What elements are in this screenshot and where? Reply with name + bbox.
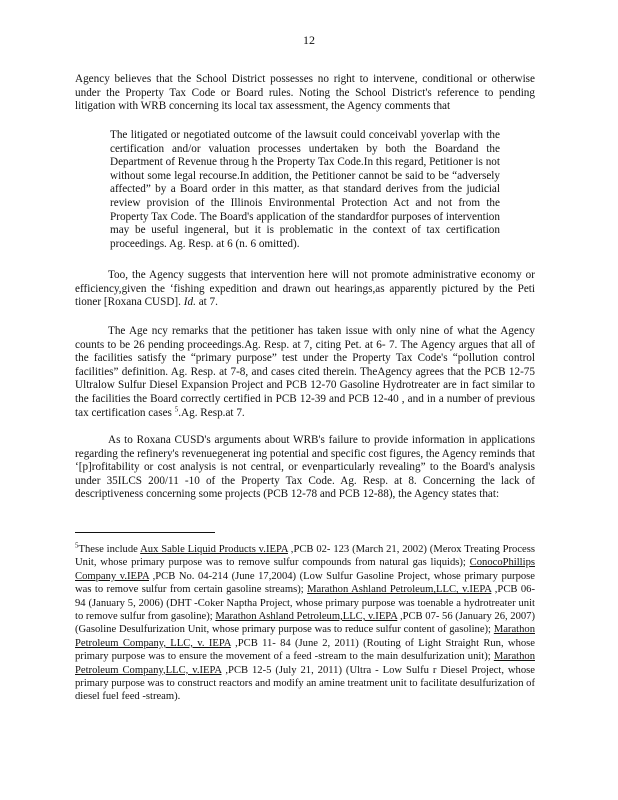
footnote-text-7: ,PCB 12-5 (July 21, 2011) (Ultra - Low Sulfu r Diesel Project, whose primary purpose was to construct reactors and modify an amine treatment unit to facilitate desulfurization of diesel fuel feed -stream). <box>75 664 535 703</box>
footnote-reference: 5 <box>174 404 179 413</box>
footnote <box>75 543 535 704</box>
footnote-text-4: ,PCB 06- 94 (January 5, 2006) (DHT -Coker Naptha Project, whose primary purpose was toenable a hydrotreater unit to remove sulfur from gasoline); <box>75 584 535 623</box>
para2-tail: at 7. <box>195 296 218 309</box>
para3-tail: .Ag. Resp.at 7. <box>178 406 245 419</box>
para3-text: The Age ncy remarks that the petitioner has taken issue with only nine of what the Agency counts to be 26 pending proceedings.Ag. Resp. at 7, citing Pet. at 6- 7. The Agency argues that all of the facilities satisfy the “primary purpose” test under the Property Tax Code's “pollution control facilities” definition. Ag. Resp. at 7-8, and cases cited therein. TheAgency agrees that the PCB 12-75 Ultralow Sulfur Diesel Expansion Project and PCB 12-70 Gasoline Hydrotreater are in fact similar to the facilities the Board correctly certified in PCB 12-39 and PCB 12-40 , and in a number of previous tax certification cases <box>75 325 535 419</box>
footnote-text-6: ,PCB 11- 84 (June 2, 2011) (Routing of Light Straight Run, whose primary purpose was to ensure the movement of a feed -stream to the main desulfurization unit); <box>75 637 535 663</box>
footnote-text-3: ,PCB No. 04-214 (June 17,2004) (Low Sulfur Gasoline Project, whose primary purpose was to remove sulfur from certain gasoline streams); <box>75 570 535 596</box>
para2-text: Too, the Agency suggests that intervention here will not promote administrative economy or efficiency,given the ‘fishing expedition and drawn out hearings,as apparently pictured by the Peti tioner [Roxana CUSD]. <box>75 269 535 309</box>
page-number: 12 <box>303 33 315 47</box>
footnote-mark: 5 <box>75 541 79 550</box>
case-citation-5: Marathon Petroleum Company, LLC, v. IEPA <box>75 624 535 649</box>
case-citation-4: Marathon Ashland Petroleum,LLC, v.IEPA <box>215 611 398 623</box>
footnote-text-5: ,PCB 07- 56 (January 26, 2007) (Gasoline Desulfurization Unit, whose primary purpose was to reduce sulfur content of gasoline); <box>75 611 536 636</box>
paragraph-too-the-agency <box>75 269 535 310</box>
case-citation-1: Aux Sable Liquid Products v.IEPA <box>140 544 288 555</box>
footnote-text-2: ,PCB 02- 123 (March 21, 2002) (Merox Treating Process Unit, whose primary purpose was to remove sulfur compounds from natural gas liquids); <box>75 544 535 569</box>
paragraph-roxana-arguments: As to Roxana CUSD's arguments about WRB's failure to provide information in applications regarding the refinery's revenuegenerat ing potential and specific cost figures, the Agency reminds that ‘[p]rofitability or cost analysis is not central, or evenparticularly revealing” to the Board's analysis under 35ILCS 200/11 -10 of the Property Tax Code. Ag. Resp. at 8. Concerning the lack of descriptiveness concerning some projects (PCB 12-78 and PCB 12-88), the Agency states that: <box>75 434 535 501</box>
block-quote: The litigated or negotiated outcome of the lawsuit could conceivabl yoverlap with the certification and/or valuation processes undertaken by both the Boardand the Department of Revenue throug h the Property Tax Code.In this regard, Petitioner is not without some legal recourse.In addition, the Petitioner cannot be said to be “adversely affected” by a Board order in this matter, as that standard derives from the judicial review provision of the Illinois Environmental Protection Act and not from the Property Tax Code. The Board's application of the standardfor purposes of intervention may be useful ingeneral, but it is problematic in the context of tax certification proceedings. Ag. Resp. at 6 (n. 6 omitted). <box>110 129 500 250</box>
paragraph-agency-believes: Agency believes that the School District possesses no right to intervene, conditional or otherwise under the Property Tax Code or Board rules. Noting the School District's reference to pending litigation with WRB concerning its local tax assessment, the Agency comments that <box>75 73 535 113</box>
case-citation-6: Marathon Petroleum Company,LLC, v.IEPA <box>75 651 535 676</box>
case-citation-2: ConocoPhillips Company v.IEPA <box>75 557 535 582</box>
citation-id: Id. <box>183 296 196 309</box>
footnote-text-1: These include <box>78 544 141 555</box>
paragraph-agency-remarks <box>75 325 535 420</box>
footnote-separator <box>75 532 215 533</box>
case-citation-3: Marathon Ashland Petroleum,LLC, v.IEPA <box>307 584 492 596</box>
